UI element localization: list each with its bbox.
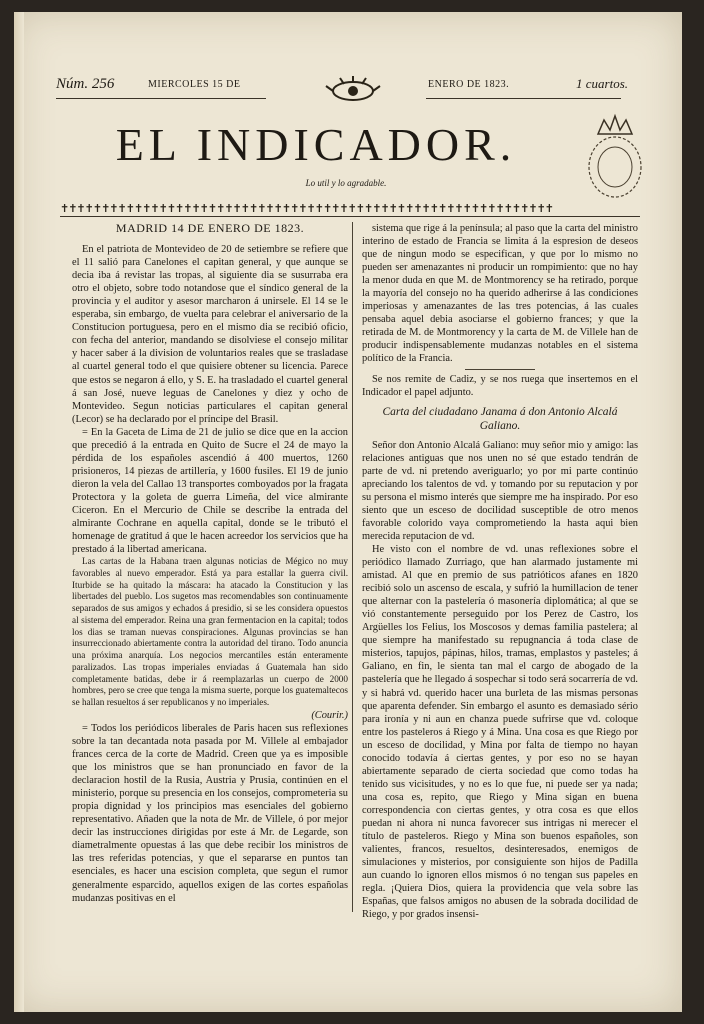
dateline: MADRID 14 DE ENERO DE 1823. — [115, 221, 305, 235]
ornamental-rule: ✝✝✝✝✝✝✝✝✝✝✝✝✝✝✝✝✝✝✝✝✝✝✝✝✝✝✝✝✝✝✝✝✝✝✝✝✝✝✝✝✝✝✝✝✝✝✝✝✝✝✝✝✝✝✝✝✝✝✝✝ — [60, 202, 640, 217]
right-column — [362, 222, 638, 921]
article-montevideo: En el patriota de Montevideo de 20 de setiembre se refiere que el 11 salió para Canelones el capitan general, y que aunque se decia iba á revistar las tropas, al siguiente dia se susurraba era otro el objeto, sobre todo notandose que el síndico general de la provincia y el auditor y asesor marcharon á unirsele. El 14 se le esperaba, sin embargo, de vuelta para celebrar el aniversario de la Constitucion portuguesa, pero en el mismo dia se recibió oficio, con fecha del anterior, mandando se disolviese el consejo militar y hacer saber á la division de voluntarios reales que se trasladase al cuartel general todo el que quisiere obtener su licencia. Parece que estos se negaron á ello, y S. E. ha trasladado el cuartel general á san José, nueve leguas de Canelones y diez y ocho de Montevideo. Segun noticias particulares el capitan general (Lecor) se ha declarado por el príncipe del Brasil. — [72, 244, 348, 425]
issue-month-year: ENERO DE 1823. — [428, 79, 510, 90]
section-separator — [465, 369, 535, 370]
emblem-icon — [324, 74, 382, 104]
article-paris-continued: sistema que rige á la península; al paso que la carta del ministro interino de estado de Francia se limita á la espresion de deseos que de ningun modo se especifican, y que por lo mismo no pueden ser amenazantes ni producir un rompimiento: que no hay la menor duda en que M. de Montmorency se ha retirado, porque la mayoría del consejo no ha querido adherirse á las condiciones imperiosas y amenazantes de las tres potencias, á las cuales pensaba aquel debia asociarse el gobierno frances; y que la retirada de M. de Montmorency y la carta de M. de Villele han de producir indispensablemente mudanzas notables en el sistema político de la Francia. — [362, 223, 638, 365]
column-divider — [352, 222, 353, 912]
cadiz-notice: Se nos remite de Cadiz, y se nos ruega que insertemos en el Indicador el papel adjunto. — [362, 373, 638, 398]
left-column — [72, 222, 348, 905]
masthead-rule-right — [426, 98, 621, 99]
article-habana-source: (Courir.) — [311, 709, 348, 721]
page-edge — [14, 12, 24, 1012]
issue-price: 1 cuartos. — [576, 76, 628, 91]
issue-number: Núm. 256 — [56, 76, 115, 92]
article-habana: Las cartas de la Habana traen algunas noticias de Mégico no muy favorables al nuevo emperador. Está ya para estallar la guerra civil. Iturbide se ha quitado la máscara: ha atacado la Constitucion y las libertades del pueblo. Los sugetos mas recomendables son continuamente separados de sus amigos y echados á presidio, si se les considera opuestos al sistema del emperador. Reina una gran fermentacion en la capital; todos los dias se traman nuevas conspiraciones. Algunas provincias se han insurreccionado abiertamente contra la autoridad del tirano. Todo anuncia una próxima anarquía. Los negocios mercantiles están enteramente paralizados. Las tropas imperiales enviadas á Guatemala han sido completamente batidas, debe ir á reemplazarlas un cuerpo de 2000 hombres, pero se cree que tenga la misma suerte, porque los guatemaltecos se hallan resueltos á ser republicanos y no imperiales. — [72, 556, 348, 708]
letter-body: He visto con el nombre de vd. unas reflexiones sobre el periódico llamado Zurriago, que han alarmado justamente mi amistad. Al que en premio de sus patrióticos afanes en 1820 recibió solo un ascenso de escala, y sufrió la humillacion de tener que alternar con la pastelería ó masonería diplomática; al que se vió constantemente perseguido por los Perez de Castro, los Argüelles los Felius, los Moscosos y demas familia pastelera; al que siempre ha manifestado su repugnancia á toda clase de misterios, tapujos, pápinas, hilos, tramas, emplastos y pasteles; á Galiano, en fin, le sienta tan mal el cargo de abogado de la pastelería que he llegado á sospechar si todo será socarrería de vd. y si habrá vd. querido hacer una burleta de las mismas personas que aparenta defender. Sin embargo el asunto es demasiado sério para ironía y ni aun en chanza puede sufrirse que vd. coloque entre los pasteleros á Riego y á Mina. Una cosa es que Riego por un esceso de docilidad, y Mina por falta de tiempo no hayan conocido todavía á ciertas gentes, y por eso no se hayan abiertamente separado de cierta sociedad que como todas ha tenido sus vicisitudes, y no es lo que fue, ni puede ser ya nada; una cosa es, repito, que Riego y Mina sigan en buena correspondencia con ciertas gentes, y otra cosa es que ellos puedan ni ahora ni nunca favorecer sus intrigas ni merecer el título de pasteleros. Riego y Mina son buenos españoles, son valientes, francos, resueltos, desinteresados, enemigos de simulaciones y misterios, por consiguiente son hijos de Padilla aun cuando lo ignoren ellos mismos ó no tengan sus papeles en regla. ¡Quiera Dios, quiera la providencia que vela sobre las Españas, que falsos amigos no abusen de la sobrada docilidad de Riego, y por grados insensi- — [362, 543, 638, 921]
letter-opening: Señor don Antonio Alcalá Galiano: muy señor mio y amigo: las relaciones antiguas que nos unen no sé que estado tendrán de parte de vd. ni pretendo averiguarlo; yo por mi parte continúo apreciando los talentos de vd. y tomando por su reputacion y por su persona el mismo interés que siempre me ha inspirado. Por eso siento que un esceso de docilidad susceptible de otro menos favorable colorido vaya comprometiendo la hasta aqui bien merecida reputacion de vd. — [362, 439, 638, 542]
newspaper-motto: Lo util y lo agradable. — [305, 178, 387, 188]
article-paris: = Todos los periódicos liberales de Paris hacen sus reflexiones sobre la tan decantada nota pasada por M. Villele al embajador frances cerca de la corte de Madrid. Creen que ya es imposible que los ministros que se han pronunciado en favor de la declaracion hostil de la Rusia, Austria y Prusia, continúen en el ministerio, porque su presencia en los consejos, comprometeria su propia dignidad y los principios mas esenciales del gobierno representativo. Añaden que la nota de Mr. de Villele, ó por mejor decir las instrucciones dirigidas por este á Mr. de Legarde, son diametralmente opuestas á las que debe recibir los ministros de las tres referidas potencias, y que el separarse en puntos tan esenciales, es hacer una escision completa, que segun el rumor generalmente esparcido, aquellos exigen de las cortes españolas mudanzas positivas en el — [72, 722, 348, 904]
stamp-icon — [580, 112, 650, 202]
masthead-header — [56, 70, 636, 110]
letter-title: Carta del ciudadano Janama á don Antonio Alcalá Galiano. — [382, 405, 618, 432]
issue-day: MIERCOLES 15 DE — [148, 79, 241, 90]
masthead-rule-left — [56, 98, 266, 99]
article-lima: = En la Gaceta de Lima de 21 de julio se dice que en la accion que precedió á la entrada en Quito de Sucre el 24 de mayo la pérdida de los españoles ascendió á 400 muertos, 1260 prisioneros, 14 piezas de artillería, y 1600 fusiles. El 19 de junio dieron la vela del Callao 13 transportes comboyados por la fragata Protectora y la goleta de guerra Limeña, del vice almirante Ciceron. En el Mercurio de Chile se describe la entrada del almirante Cochrane en aquella capital, donde se le tributó el homenage de gratitud á que le hacen acreedor los servicios que ha prestado á la libertad americana. — [72, 426, 348, 556]
newspaper-title: EL INDICADOR. — [115, 119, 517, 170]
